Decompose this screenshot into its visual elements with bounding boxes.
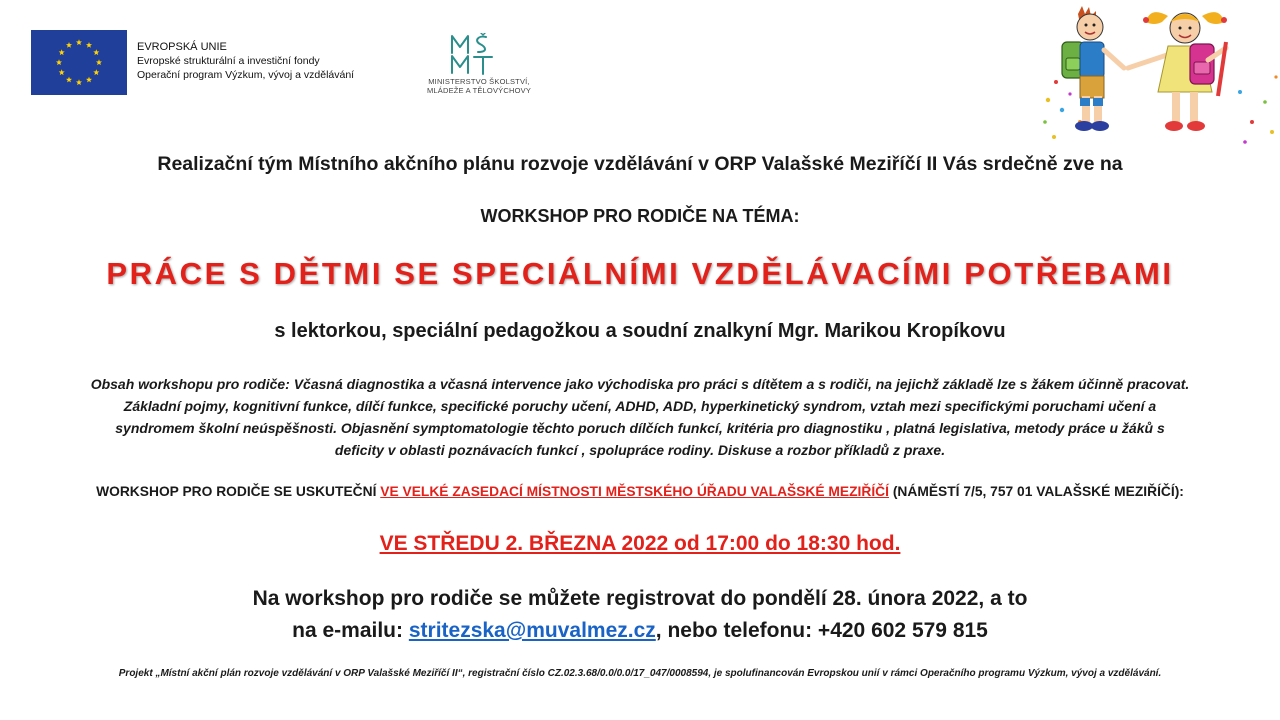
venue-address: (NÁMĚSTÍ 7/5, 757 01 VALAŠSKÉ MEZIŘÍČÍ): [888,484,1184,499]
lecturer-line: s lektorkou, speciální pedagožkou a soudní znalkyní Mgr. Marikou Kropíkovu [274,320,1006,342]
msmt-caption-line2: MLÁDEŽE A TĚLOVÝCHOVY [426,86,532,95]
content-line: syndromem školní neúspěšnosti. Objasnění symptomatologie těchto poruch dílčích funkcí, kritéria pro diagnostiku , platná legislativa, metody práce u žáků s [115,420,1165,436]
venue-line [0,484,1280,499]
msmt-caption-line1: MINISTERSTVO ŠKOLSTVÍ, [428,77,530,86]
workshop-content [10,373,1270,461]
boy-figure [1062,6,1124,131]
content-line: deficity v oblasti poznávacích funkcí , spolupráce rodiny. Diskuse a rozbor příkladů z praxe. [334,442,946,458]
content-line: Základní pojmy, kognitivní funkce, dílčí funkce, specifické poruchy učení, ADHD, ADD, hyperkinetický syndrom, vztah mezi specifickými poruchami učení a [123,398,1157,414]
content-line: Obsah workshopu pro rodiče: Včasná diagnostika a včasná intervence jako východiska pro práci s dítětem a s rodiči, na jejichž základě lze s žákem účinně pracovat. [90,376,1190,392]
venue-prefix: WORKSHOP PRO RODIČE SE USKUTEČNÍ [96,484,381,499]
page-title: PRÁCE S DĚTMI SE SPECIÁLNÍMI VZDĚLÁVACÍMI POTŘEBAMI [106,256,1174,291]
footer-note: Projekt „Místní akční plán rozvoje vzdělávání v ORP Valašské Meziříčí II“, registrační číslo CZ.02.3.68/0.0/0.0/17_047/0008594, je spolufinancován Evropskou unií v rámci Operačního programu Výzkum, vývoj a vzdělávání. [118,668,1162,679]
eu-logo-text [137,40,354,82]
eu-funds-line: Evropské strukturální a investiční fondy [137,55,320,67]
eu-title: EVROPSKÁ UNIE [137,41,227,53]
venue-place: VE VELKÉ ZASEDACÍ MÍSTNOSTI MĚSTSKÉHO ÚŘADU VALAŠSKÉ MEZIŘÍČÍ [380,484,889,499]
registration-contact [0,619,1280,643]
school-kids-illustration [1040,2,1280,152]
email-prefix: na e-mailu: [292,619,409,642]
registration-line: Na workshop pro rodiče se můžete registrovat do pondělí 28. února 2022, a to [252,587,1028,610]
girl-figure [1128,12,1227,131]
eu-programme-line: Operační program Výzkum, vývoj a vzdělávání [137,69,355,81]
invitation-line: Realizační tým Místního akčního plánu rozvoje vzdělávání v ORP Valašské Meziříčí II Vás srdečně zve na [157,153,1123,175]
eu-flag-icon [31,30,127,95]
msmt-caption [416,77,542,95]
event-datetime: VE STŘEDU 2. BŘEZNA 2022 od 17:00 do 18:30 hod. [379,532,901,555]
topic-label: WORKSHOP PRO RODIČE NA TÉMA: [480,206,800,226]
email-link[interactable]: stritezska@muvalmez.cz [408,619,656,642]
phone-text: , nebo telefonu: +420 602 579 815 [655,619,988,642]
